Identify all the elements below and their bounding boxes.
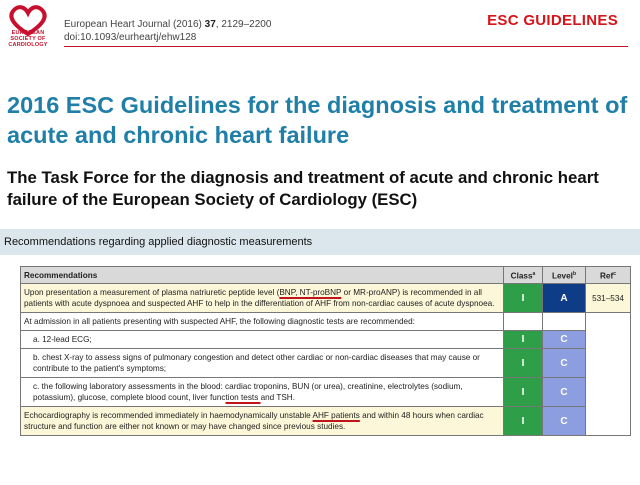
table-row [21,378,631,407]
row1-text: Upon presentation a measurement of plasma natriuretic peptide level (BNP, NT-proBNP or MR-proANP) is recommended in all patients with acute dyspnoea and suspected AHF to help in the differentiation of AHF from non-cardiac causes of acute dyspnoea. [21,284,504,313]
row3-text: a. 12-lead ECG; [21,331,504,349]
table-row [21,313,631,331]
row6-text: Echocardiography is recommended immediately in haemodynamically unstable AHF patients and within 48 hours when cardiac structure and function are either not known or may have changed since previous studies. [21,407,504,436]
header-class: Class$^a$ [504,267,543,284]
journal-citation [64,18,271,44]
row5-text: c. the following laboratory assessments in the blood: cardiac troponins, BUN (or urea), creatinine, electrolytes (sodium, potassium), glucose, complete blood count, liver function tests and TSH. [21,378,504,407]
table-header-row [21,267,631,284]
recommendations-table [20,266,631,436]
row4-class: I [504,349,543,378]
page-title: 2016 ESC Guidelines for the diagnosis and treatment of acute and chronic heart failure [7,92,628,148]
header-ref: Ref$^c$ [586,267,631,284]
row5-level: C [543,378,586,407]
row6-class: I [504,407,543,436]
table-row [21,331,631,349]
row6-level: C [543,407,586,436]
row3-class: I [504,331,543,349]
journal-pages: , 2129–2200 [215,19,272,30]
row5-class: I [504,378,543,407]
header-rule [64,46,628,47]
table-row [21,407,631,436]
esc-guidelines-badge: ESC GUIDELINES [487,12,618,29]
journal-volume: 37 [204,19,216,30]
doi: doi:10.1093/eurheartj/ehw128 [64,32,197,43]
row1-level: A [543,284,586,313]
row2-text: At admission in all patients presenting with suspected AHF, the following diagnostic tests are recommended: [21,313,504,331]
logo-text: EUROPEAN SOCIETY OF CARDIOLOGY [8,30,48,48]
row4-level: C [543,349,586,378]
section-bar-label: Recommendations regarding applied diagnostic measurements [4,236,313,248]
row1-class: I [504,284,543,313]
row3-level: C [543,331,586,349]
table-row [21,349,631,378]
section-bar [0,229,640,255]
row1-ref: 531–534 [586,284,631,313]
row4-text: b. chest X-ray to assess signs of pulmonary congestion and detect other cardiac or non-cardiac diseases that may cause or contribute to the patient's symptoms; [21,349,504,378]
header-recommendations: Recommendations [21,267,504,284]
page-subtitle: The Task Force for the diagnosis and treatment of acute and chronic heart failure of the European Society of Cardiology (ESC) [7,168,599,209]
journal-name: European Heart Journal (2016) [64,19,205,30]
table-row [21,284,631,313]
header-level: Level$^b$ [543,267,586,284]
